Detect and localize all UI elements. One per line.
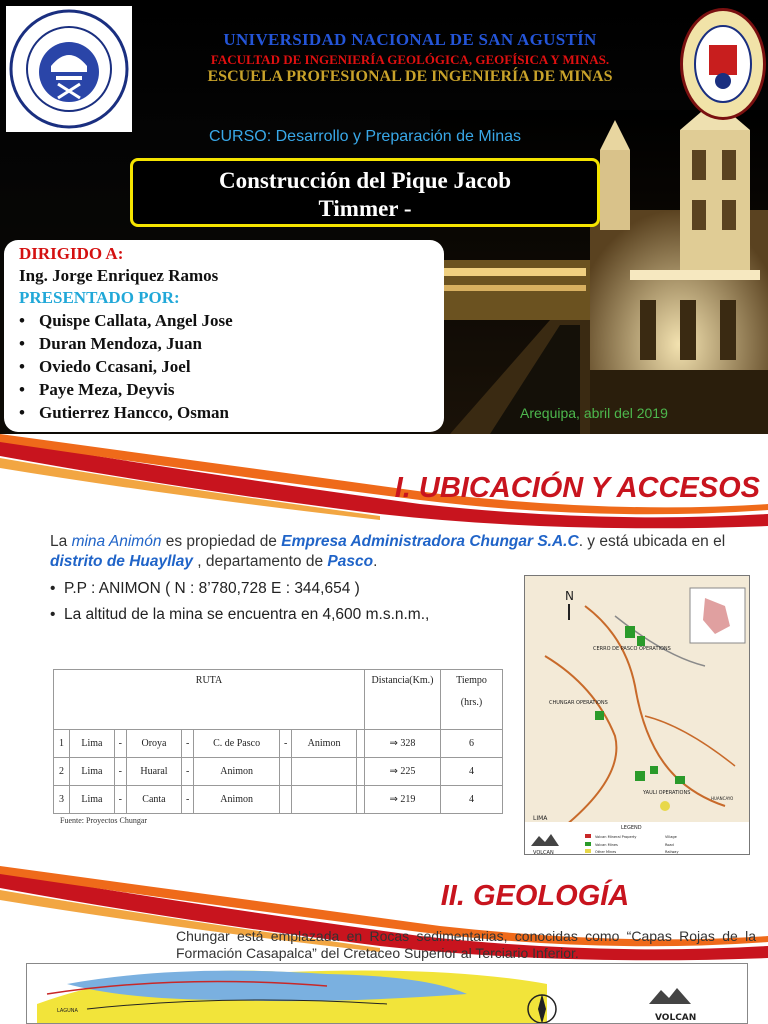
directed-heading: DIRIGIDO A: <box>19 244 124 263</box>
cell: Lima <box>70 758 115 786</box>
mine-name: mina Animón <box>71 533 162 550</box>
geology-slide <box>0 866 768 1024</box>
text-run: es propiedad de <box>161 533 282 550</box>
cell: Canta <box>126 786 181 814</box>
map-legend-title: LEGEND <box>621 825 642 831</box>
faculty-logo <box>6 6 132 132</box>
presenter: • Paye Meza, Deyvis <box>19 378 429 401</box>
location-bullets <box>50 576 520 628</box>
cell: - <box>182 758 194 786</box>
presenter: • Gutierrez Hancco, Osman <box>19 401 429 424</box>
cell <box>280 758 292 786</box>
directed-to: Ing. Jorge Enriquez Ramos <box>19 266 219 285</box>
table-source: Fuente: Proyectos Chungar <box>60 816 148 825</box>
cell: Animon <box>292 730 357 758</box>
school-name: ESCUELA PROFESIONAL DE INGENIERÍA DE MINAS <box>207 68 613 85</box>
cell: 6 <box>441 730 503 758</box>
legend-item: Volcan Mines <box>595 843 618 847</box>
time-label-2: (hrs.) <box>460 697 483 708</box>
geology-paragraph: Chungar está emplazada en Rocas sedimentarias, conocidas como “Capas Rojas de la Formación Casapalca” del Cretaceo Superior al Terciario Inferior. <box>176 928 756 961</box>
credits-box <box>4 240 444 432</box>
cell: ⇒ 328 <box>365 730 441 758</box>
location-map-drawing <box>525 576 750 855</box>
cell: 3 <box>54 786 70 814</box>
map-label: CERRO DE PASCO OPERATIONS <box>593 646 671 652</box>
map-brand: VOLCAN <box>655 1013 697 1023</box>
legend-item: Other Mines <box>595 850 617 854</box>
university-name: UNIVERSIDAD NACIONAL DE SAN AGUSTÍN <box>223 30 597 49</box>
presented-heading: PRESENTADO POR: <box>19 288 180 307</box>
district-name: distrito de Huayllay <box>50 553 193 570</box>
text-run: . <box>373 553 378 570</box>
col-distance: Distancia(Km.) <box>365 670 441 730</box>
table-row <box>54 758 503 786</box>
title-line-1: Construcción del Pique Jacob <box>219 168 511 193</box>
geology-map <box>26 963 748 1024</box>
location-slide <box>0 434 768 866</box>
cell: 2 <box>54 758 70 786</box>
cell <box>357 786 365 814</box>
cell: Oroya <box>126 730 181 758</box>
map-label: HUANCAYO <box>711 796 734 801</box>
cell <box>357 758 365 786</box>
presenter: • Duran Mendoza, Juan <box>19 332 429 355</box>
cell <box>292 758 357 786</box>
text-run: . y está ubicada en el <box>578 533 726 550</box>
university-seal <box>680 8 766 120</box>
department-name: Pasco <box>327 553 374 570</box>
cell <box>292 786 357 814</box>
coordinate-bullet: • P.P : ANIMON ( N : 8’780,728 E : 344,654 ) <box>50 576 520 602</box>
cell: - <box>114 730 126 758</box>
text-run: La <box>50 533 72 550</box>
course-name: CURSO: Desarrollo y Preparación de Minas <box>208 128 522 145</box>
cell: - <box>114 786 126 814</box>
cell: 4 <box>441 786 503 814</box>
cell: ⇒ 225 <box>365 758 441 786</box>
map-label: LAGUNA <box>57 1008 78 1014</box>
cell: - <box>182 786 194 814</box>
text-run: , departamento de <box>192 553 328 570</box>
map-label: YAULI OPERATIONS <box>643 790 691 796</box>
cell: 1 <box>54 730 70 758</box>
cell <box>280 786 292 814</box>
cell: Lima <box>70 730 115 758</box>
cell: 4 <box>441 758 503 786</box>
cell: Animon <box>194 786 280 814</box>
north-arrow: N <box>565 589 574 603</box>
section-title: II. GEOLOGÍA <box>440 880 630 912</box>
route-table <box>53 669 503 814</box>
geology-map-drawing <box>27 964 748 1024</box>
place-date: Arequipa, abril del 2019 <box>520 405 668 421</box>
cell: ⇒ 219 <box>365 786 441 814</box>
map-brand: VOLCAN <box>533 850 554 855</box>
cell <box>357 730 365 758</box>
map-label: LIMA <box>533 815 548 822</box>
legend-item: Volcan Mineral Property <box>595 835 637 839</box>
cell: - <box>182 730 194 758</box>
cell: Huaral <box>126 758 181 786</box>
presentation-title <box>130 158 600 227</box>
company-name: Empresa Administradora Chungar S.A.C <box>281 533 579 550</box>
title-line-2: Timmer - <box>318 196 412 221</box>
cell: Animon <box>194 758 280 786</box>
altitude-bullet: • La altitud de la mina se encuentra en 4,600 m.s.n.m., <box>50 602 520 628</box>
faculty-name: FACULTAD DE INGENIERÍA GEOLÓGICA, GEOFÍSICA Y MINAS. <box>210 52 610 67</box>
location-map <box>524 575 750 855</box>
presenters-list <box>19 309 429 424</box>
cell: Lima <box>70 786 115 814</box>
col-route: RUTA <box>54 670 365 730</box>
location-paragraph <box>50 532 756 572</box>
time-label-1: Tiempo <box>456 675 487 686</box>
cell: C. de Pasco <box>194 730 280 758</box>
map-label: CHUNGAR OPERATIONS <box>549 700 608 706</box>
cell: - <box>280 730 292 758</box>
col-time <box>441 670 503 730</box>
legend-item: Village <box>665 835 677 839</box>
legend-item: Railway <box>665 850 679 854</box>
table-row <box>54 786 503 814</box>
section-title: I. UBICACIÓN Y ACCESOS <box>394 472 760 504</box>
table-header-row <box>54 670 503 730</box>
legend-item: Road <box>665 843 674 847</box>
table-row <box>54 730 503 758</box>
cell: - <box>114 758 126 786</box>
presenter: • Oviedo Ccasani, Joel <box>19 355 429 378</box>
presenter: • Quispe Callata, Angel Jose <box>19 309 429 332</box>
cover-slide <box>0 0 768 434</box>
